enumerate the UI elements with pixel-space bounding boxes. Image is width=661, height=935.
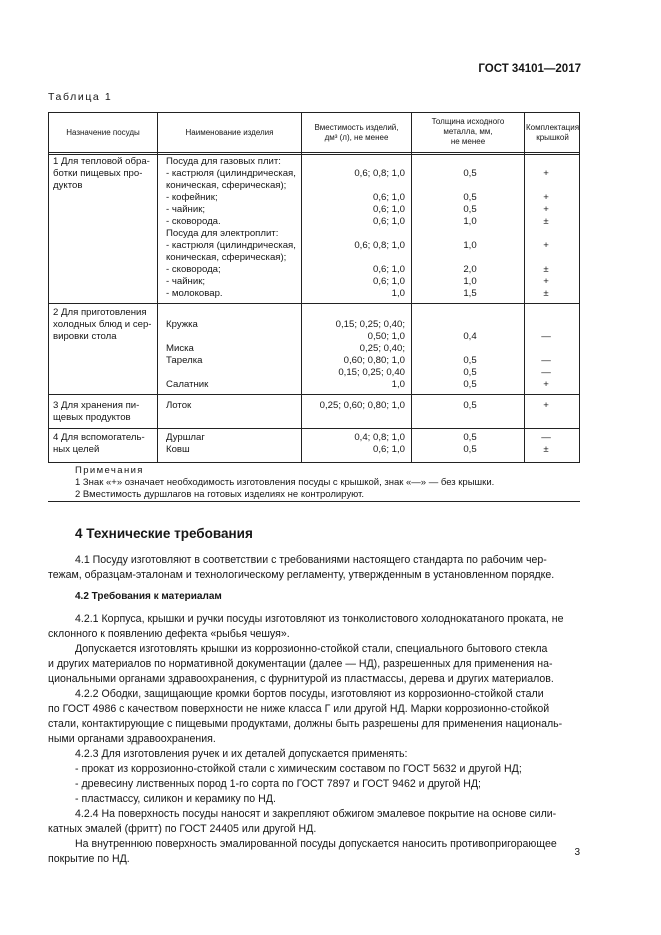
text-line: 4.2.3 Для изготовления ручек и их деталей допускается применять: xyxy=(75,748,408,760)
group4-thickness xyxy=(413,432,527,456)
product-name: Миска xyxy=(166,343,194,354)
lid-mark xyxy=(516,228,576,240)
group4-purpose xyxy=(53,432,145,456)
header-thickness xyxy=(412,117,524,147)
text-line: 4.2.2 Ободки, защищающие кромки бортов посуды, изготовляют из коррозионно-стойкой стали xyxy=(75,688,544,700)
paragraph-4-2-1 xyxy=(48,612,580,867)
group3-purpose xyxy=(53,400,139,424)
thickness-value: 0,5 xyxy=(463,168,477,179)
text-line: тежам, образцам-эталонам и технологическому регламенту, утвержденным в установленном порядке. xyxy=(48,569,555,581)
text-line: склонного к появлению дефекта «рыбья чешуя». xyxy=(48,628,290,640)
group3-lids xyxy=(516,400,576,412)
header-lids-line: крышкой xyxy=(536,133,569,142)
thickness-value xyxy=(413,228,527,240)
capacity-value xyxy=(299,252,405,264)
thickness-value xyxy=(413,307,527,319)
purpose-line: 3 Для хранения пи- xyxy=(53,400,140,411)
group4-lids xyxy=(516,432,576,456)
lid-mark: + xyxy=(543,276,549,287)
capacity-value: 1,0 xyxy=(391,379,405,390)
table-hline xyxy=(49,428,579,429)
lid-mark: + xyxy=(543,192,549,203)
header-purpose: Назначение посуды xyxy=(66,128,140,137)
table-hline xyxy=(49,152,579,153)
header-name: Наименование изделия xyxy=(185,128,274,137)
capacity-value: 0,6; 1,0 xyxy=(372,264,405,275)
purpose-line: 1 Для тепловой обра- xyxy=(53,156,150,167)
group3-capacities xyxy=(299,400,405,412)
thickness-value: 0,5 xyxy=(463,379,477,390)
table-vline xyxy=(411,113,412,462)
thickness-value xyxy=(413,180,527,192)
product-name: Посуда для газовых плит: xyxy=(166,156,281,167)
document-code: ГОСТ 34101—2017 xyxy=(478,63,581,75)
purpose-line: ботки пищевых про- xyxy=(53,168,143,179)
thickness-value: 0,4 xyxy=(463,331,477,342)
header-capacity xyxy=(302,123,411,143)
group1-lids xyxy=(516,156,576,300)
product-name: Дуршлаг xyxy=(166,432,205,443)
capacity-value xyxy=(299,156,405,168)
page-number: 3 xyxy=(574,847,580,858)
table-hline xyxy=(49,303,579,304)
purpose-line: ных целей xyxy=(53,444,100,455)
thickness-value: 1,5 xyxy=(463,288,477,299)
capacity-value: 0,6; 1,0 xyxy=(372,216,405,227)
product-name: коническая, сферическая); xyxy=(166,180,287,191)
header-lids xyxy=(525,123,580,143)
lid-mark: + xyxy=(543,168,549,179)
note-item: 2 Вместимость дуршлагов на готовых изделиях не контролируют. xyxy=(75,489,364,500)
product-name: Лоток xyxy=(166,400,192,411)
lid-mark: + xyxy=(543,379,549,390)
lid-mark: ± xyxy=(543,216,549,227)
lid-mark: + xyxy=(543,204,549,215)
table-caption: Таблица 1 xyxy=(48,91,113,103)
text-line: ными органами здравоохранения. xyxy=(48,733,216,745)
thickness-value: 1,0 xyxy=(463,276,477,287)
lid-mark: — xyxy=(541,432,551,443)
lid-mark: — xyxy=(541,367,551,378)
thickness-value: 0,5 xyxy=(463,204,477,215)
text-line: по ГОСТ 4986 с качеством поверхности не ниже класса Г или другой НД. Марки коррозионно-стойкой xyxy=(48,703,550,715)
lid-mark xyxy=(516,343,576,355)
thickness-value xyxy=(413,252,527,264)
product-name: - чайник; xyxy=(166,276,206,287)
text-line: Допускается изготовлять крышки из коррозионно-стойкой стали, специального бытового стекла xyxy=(75,643,548,655)
text-line: покрытие по НД. xyxy=(48,853,130,865)
notes-divider xyxy=(48,501,580,502)
capacity-value: 0,6; 1,0 xyxy=(372,444,405,455)
capacity-value: 0,6; 1,0 xyxy=(372,204,405,215)
product-name: Тарелка xyxy=(166,355,203,366)
group1-purpose xyxy=(53,156,150,192)
text-line: стали, контактирующие с пищевыми продуктами, должны быть разрешены для применения националь- xyxy=(48,718,563,730)
group2-thickness xyxy=(413,307,527,391)
table-hline xyxy=(49,154,579,155)
capacity-value: 0,6; 1,0 xyxy=(372,192,405,203)
capacity-value: 0,4; 0,8; 1,0 xyxy=(354,432,405,443)
lid-mark: ± xyxy=(543,264,549,275)
lid-mark: + xyxy=(543,240,549,251)
text-line: - древесину лиственных пород 1-го сорта по ГОСТ 7897 и ГОСТ 9462 и другой НД; xyxy=(75,778,481,790)
product-name xyxy=(166,367,208,379)
purpose-line: 2 Для приготовления xyxy=(53,307,147,318)
thickness-value xyxy=(413,343,527,355)
text-line: 4.2.4 На поверхность посуды наносят и закрепляют обжигом эмалевое покрытие на основе сили- xyxy=(75,808,557,820)
capacity-value: 0,25; 0,60; 0,80; 1,0 xyxy=(319,400,405,411)
product-name: - кастрюля (цилиндрическая, xyxy=(166,240,296,251)
group4-names xyxy=(166,432,205,456)
group3-thickness xyxy=(413,400,527,412)
group2-names xyxy=(166,307,208,391)
lid-mark xyxy=(516,156,576,168)
capacity-value: 0,50; 1,0 xyxy=(367,331,405,342)
thickness-value: 1,0 xyxy=(463,216,477,227)
header-thickness-line: металла, мм, xyxy=(443,127,493,136)
product-name: - кофейник; xyxy=(166,192,218,203)
text-line: На внутреннюю поверхность эмалированной посуды допускается наносить противопригорающее xyxy=(75,838,557,850)
capacity-value xyxy=(299,307,405,319)
text-line: 4.1 Посуду изготовляют в соответствии с требованиями настоящего стандарта по рабочим чер- xyxy=(75,554,547,566)
header-capacity-line: дм³ (л), не менее xyxy=(324,133,389,142)
thickness-value: 0,5 xyxy=(463,444,477,455)
product-name: - кастрюля (цилиндрическая, xyxy=(166,168,296,179)
group3-names xyxy=(166,400,191,412)
capacity-value: 0,15; 0,25; 0,40; xyxy=(335,319,405,330)
group1-names xyxy=(166,156,296,300)
note-item: 1 Знак «+» означает необходимость изготовления посуды с крышкой, знак «—» — без крышки. xyxy=(75,477,495,488)
group4-capacities xyxy=(299,432,405,456)
table-hline xyxy=(49,394,579,395)
text-line: - прокат из коррозионно-стойкой стали с химическим составом по ГОСТ 5632 и другой НД; xyxy=(75,763,522,775)
product-name: Кружка xyxy=(166,319,198,330)
lid-mark xyxy=(516,307,576,319)
thickness-value: 0,5 xyxy=(463,432,477,443)
thickness-value: 0,5 xyxy=(463,355,477,366)
product-name: коническая, сферическая); xyxy=(166,252,287,263)
thickness-value: 2,0 xyxy=(463,264,477,275)
product-name: Салатник xyxy=(166,379,209,390)
product-name: - чайник; xyxy=(166,204,206,215)
text-line: 4.2.1 Корпуса, крышки и ручки посуды изготовляют из тонколистового холоднокатаного проката, не xyxy=(75,613,564,625)
lid-mark: ± xyxy=(543,288,549,299)
product-name xyxy=(166,331,208,343)
product-name: - молоковар. xyxy=(166,288,223,299)
thickness-value: 1,0 xyxy=(463,240,477,251)
capacity-value: 0,6; 1,0 xyxy=(372,276,405,287)
notes-title: Примечания xyxy=(75,465,144,476)
capacity-value: 0,60; 0,80; 1,0 xyxy=(343,355,405,366)
thickness-value xyxy=(413,156,527,168)
lid-mark: — xyxy=(541,331,551,342)
product-name xyxy=(166,307,208,319)
product-name: Посуда для электроплит: xyxy=(166,228,279,239)
product-name: - сковорода. xyxy=(166,216,221,227)
product-name: - сковорода; xyxy=(166,264,221,275)
capacity-value: 0,6; 0,8; 1,0 xyxy=(354,168,405,179)
header-thickness-line: Толщина исходного xyxy=(431,117,505,126)
purpose-line: 4 Для вспомогатель- xyxy=(53,432,145,443)
header-lids-line: Комплектация xyxy=(525,123,580,132)
group2-lids xyxy=(516,307,576,391)
section-title: 4 Технические требования xyxy=(75,526,253,541)
thickness-value: 0,5 xyxy=(463,192,477,203)
thickness-value xyxy=(413,319,527,331)
text-line: циональными органами здравоохранения, с фурнитурой из пластмассы, дерева и других материалов. xyxy=(48,673,554,685)
subsection-title: 4.2 Требования к материалам xyxy=(75,591,222,602)
capacity-value: 0,6; 0,8; 1,0 xyxy=(354,240,405,251)
header-capacity-line: Вместимость изделий, xyxy=(314,123,399,132)
group2-purpose xyxy=(53,307,152,343)
header-thickness-line: не менее xyxy=(450,137,486,146)
lid-mark: ± xyxy=(543,444,549,455)
group1-thickness xyxy=(413,156,527,300)
capacity-value xyxy=(299,228,405,240)
text-line: и других материалов по нормативной документации (далее — НД), разрешенных для применения на- xyxy=(48,658,553,670)
paragraph-4-1 xyxy=(48,553,580,583)
capacity-value: 0,25; 0,40; xyxy=(359,343,405,354)
capacity-value xyxy=(299,180,405,192)
purpose-line: холодных блюд и сер- xyxy=(53,319,152,330)
text-line: - пластмассу, силикон и керамику по НД. xyxy=(75,793,276,805)
lid-mark: — xyxy=(541,355,551,366)
thickness-value: 0,5 xyxy=(463,367,477,378)
group1-capacities xyxy=(299,156,405,300)
requirements-table xyxy=(48,112,580,463)
capacity-value: 1,0 xyxy=(391,288,405,299)
text-line: катных эмалей (фритт) по ГОСТ 24405 или другой НД. xyxy=(48,823,317,835)
purpose-line: вировки стола xyxy=(53,331,117,342)
table-vline xyxy=(157,113,158,462)
purpose-line: щевых продуктов xyxy=(53,412,131,423)
capacity-value: 0,15; 0,25; 0,40 xyxy=(338,367,405,378)
purpose-line: дуктов xyxy=(53,180,83,191)
lid-mark xyxy=(516,252,576,264)
lid-mark xyxy=(516,180,576,192)
thickness-value: 0,5 xyxy=(463,400,477,411)
lid-mark xyxy=(516,319,576,331)
product-name: Ковш xyxy=(166,444,190,455)
group2-capacities xyxy=(299,307,405,391)
lid-mark: + xyxy=(543,400,549,411)
